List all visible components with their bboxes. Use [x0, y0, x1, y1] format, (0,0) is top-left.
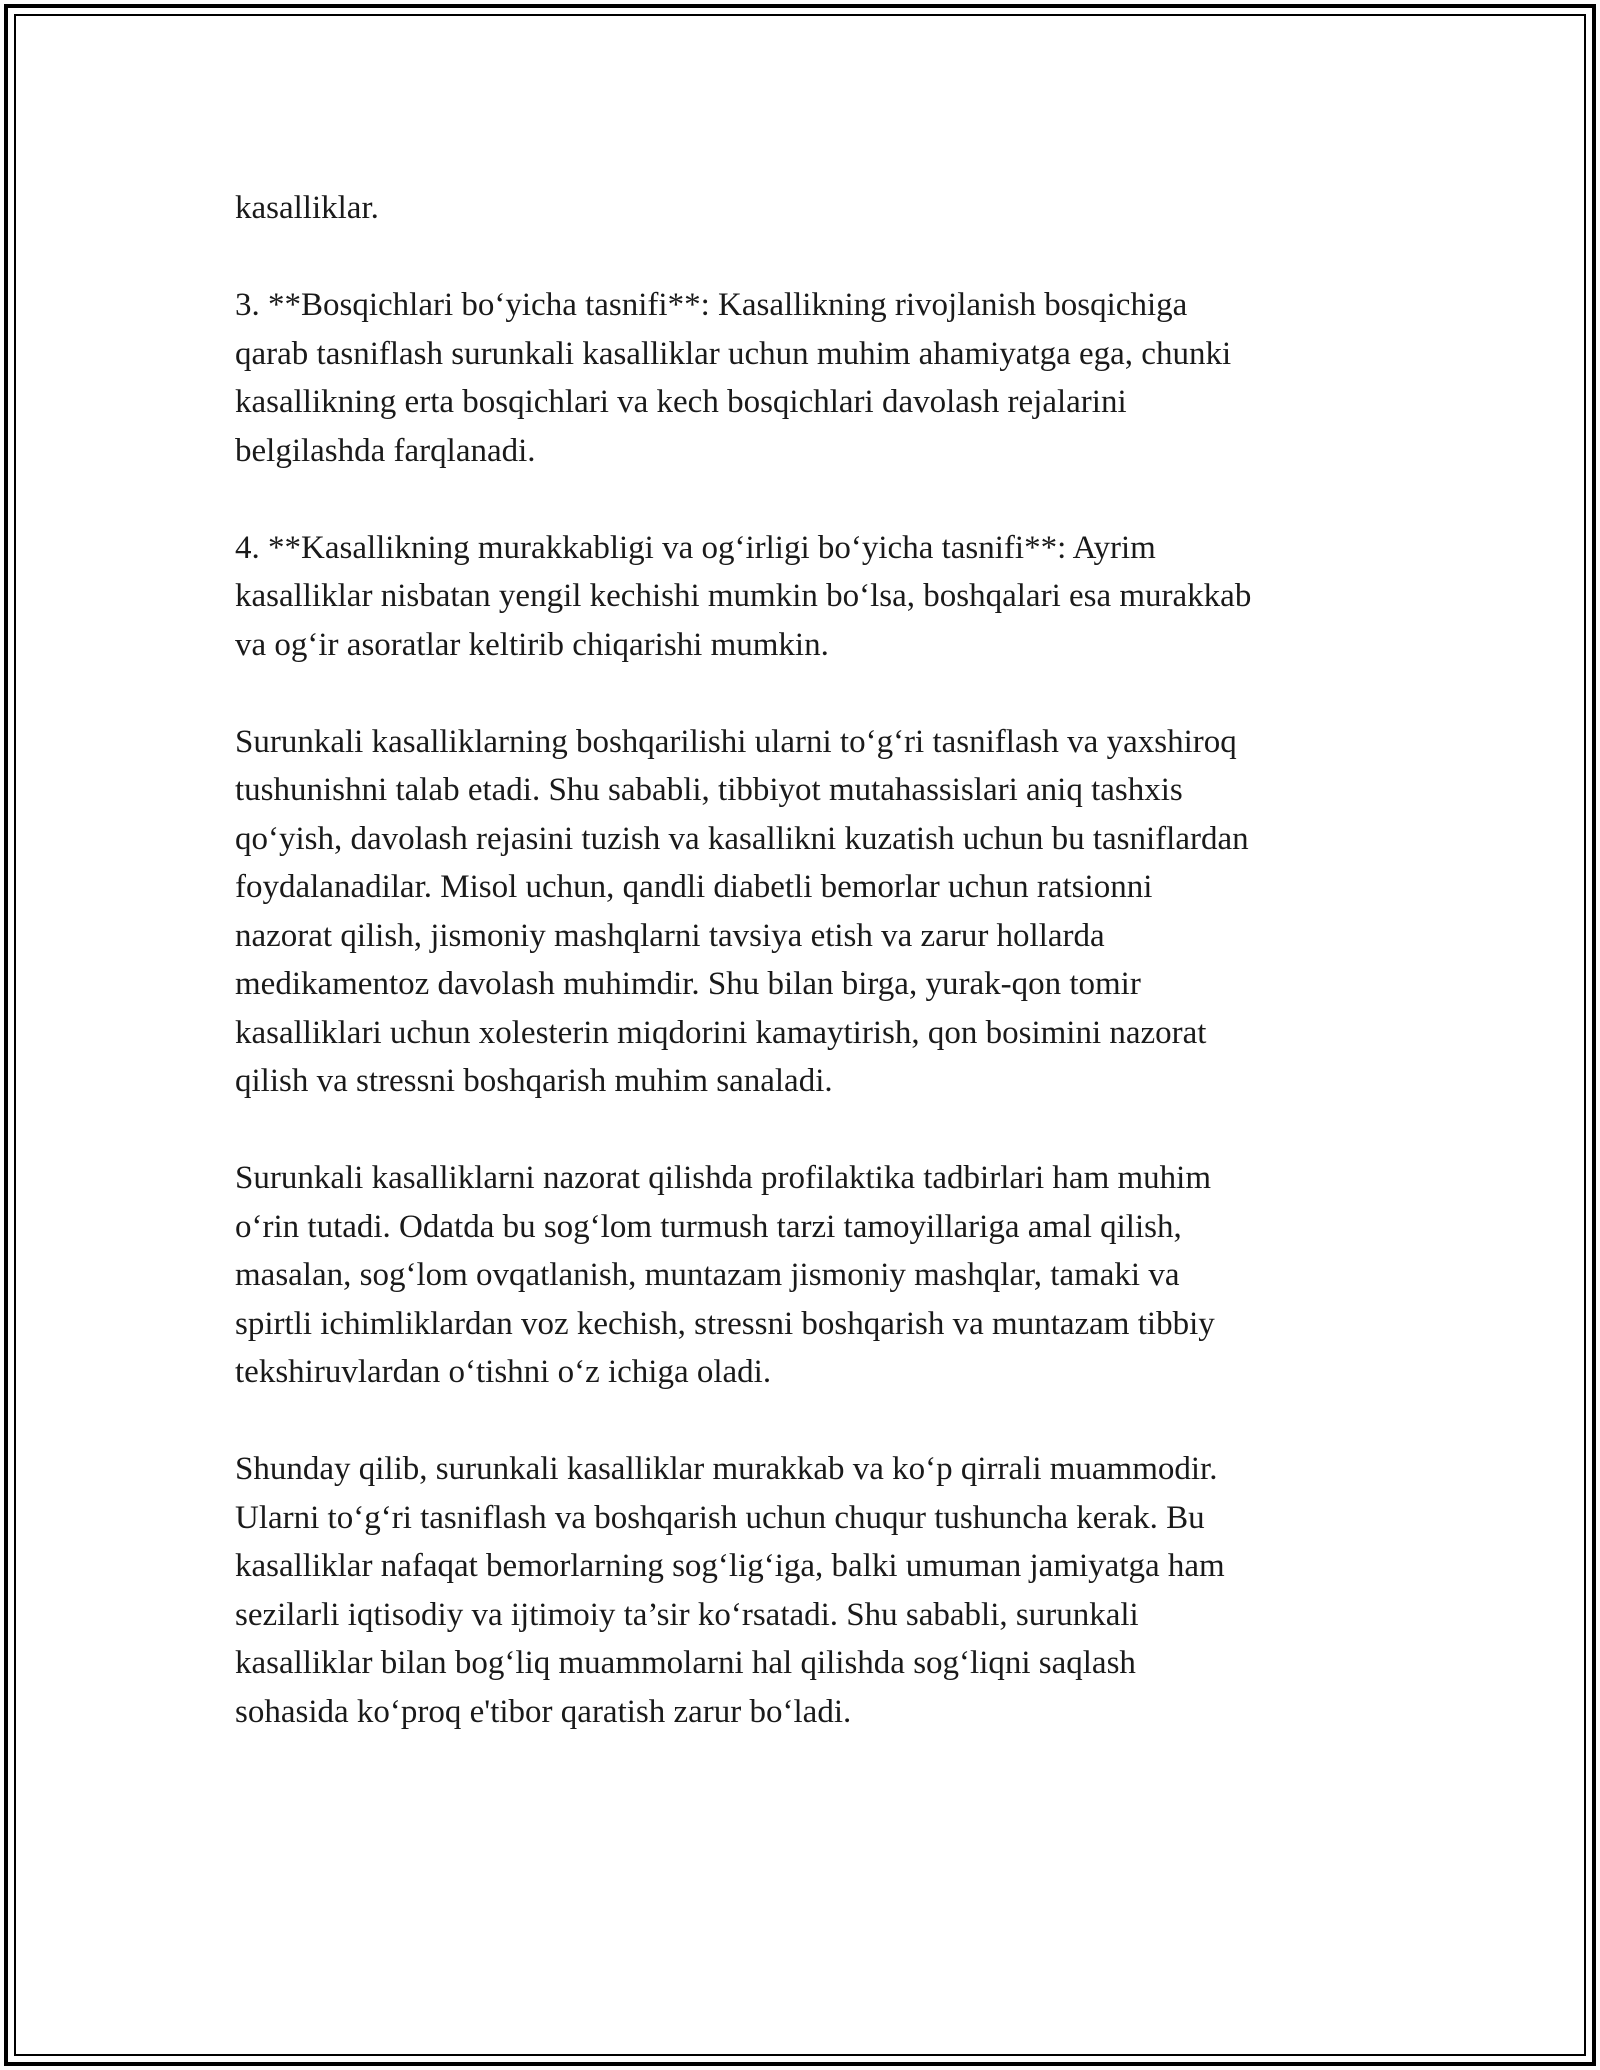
text-line: spirtli ichimliklardan voz kechish, stressni boshqarish va muntazam tibbiy — [235, 1305, 1215, 1342]
text-line: tushunishni talab etadi. Shu sababli, tibbiyot mutahassislari aniq tashxis — [235, 772, 1183, 808]
paragraph-gap — [235, 1397, 1395, 1446]
text-line: o‘rin tutadi. Odatda bu sog‘lom turmush tarzi tamoyillariga amal qilish, — [235, 1208, 1182, 1245]
paragraph-gap — [235, 1106, 1395, 1155]
text-line: Surunkali kasalliklarning boshqarilishi ularni to‘g‘ri tasniflash va yaxshiroq — [235, 723, 1237, 760]
text-line: kasallikning erta bosqichlari va kech bosqichlari davolash rejalarini — [235, 384, 1127, 420]
text-line: Ularni to‘g‘ri tasniflash va boshqarish uchun chuqur tushuncha kerak. Bu — [235, 1499, 1205, 1536]
text-line: sohasida ko‘proq e'tibor qaratish zarur bo‘ladi. — [235, 1693, 852, 1730]
paragraph-gap — [235, 475, 1395, 524]
paragraph-management — [235, 718, 1395, 1106]
text-line: tekshiruvlardan o‘tishni o‘z ichiga oladi. — [235, 1354, 772, 1390]
paragraph-item-4 — [235, 524, 1395, 670]
text-line: kasalliklar nafaqat bemorlarning sog‘lig‘iga, balki umuman jamiyatga ham — [235, 1548, 1225, 1584]
text-line: qilish va stressni boshqarish muhim sanaladi. — [235, 1063, 833, 1099]
text-line: masalan, sog‘lom ovqatlanish, muntazam jismoniy mashqlar, tamaki va — [235, 1257, 1180, 1293]
text-line: foydalanadilar. Misol uchun, qandli diabetli bemorlar uchun ratsionni — [235, 869, 1153, 905]
text-line: qo‘yish, davolash rejasini tuzish va kasallikni kuzatish uchun bu tasniflardan — [235, 820, 1249, 857]
paragraph-item-3 — [235, 281, 1395, 475]
text-line: kasalliklari uchun xolesterin miqdorini kamaytirish, qon bosimini nazorat — [235, 1014, 1207, 1051]
text-line: kasalliklar. — [235, 190, 379, 226]
document-body — [235, 184, 1395, 1736]
text-line: kasalliklar bilan bog‘liq muammolarni hal qilishda sog‘liqni saqlash — [235, 1645, 1136, 1681]
paragraph-gap — [235, 233, 1395, 282]
text-line: va og‘ir asoratlar keltirib chiqarishi mumkin. — [235, 626, 829, 663]
paragraph-gap — [235, 669, 1395, 718]
text-line: nazorat qilish, jismoniy mashqlarni tavsiya etish va zarur hollarda — [235, 917, 1105, 954]
text-line: sezilarli iqtisodiy va ijtimoiy ta’sir ko‘rsatadi. Shu sababli, surunkali — [235, 1596, 1139, 1633]
text-line: Shunday qilib, surunkali kasalliklar murakkab va ko‘p qirrali muammodir. — [235, 1451, 1218, 1487]
text-line: qarab tasniflash surunkali kasalliklar uchun muhim ahamiyatga ega, chunki — [235, 335, 1232, 372]
text-line: kasalliklar nisbatan yengil kechishi mumkin bo‘lsa, boshqalari esa murakkab — [235, 578, 1252, 614]
text-line: belgilashda farqlanadi. — [235, 432, 536, 469]
text-line: 3. **Bosqichlari bo‘yicha tasnifi**: Kasallikning rivojlanish bosqichiga — [235, 287, 1188, 323]
text-line: Surunkali kasalliklarni nazorat qilishda profilaktika tadbirlari ham muhim — [235, 1160, 1211, 1196]
text-line: 4. **Kasallikning murakkabligi va og‘irligi bo‘yicha tasnifi**: Ayrim — [235, 529, 1156, 566]
paragraph-continuation — [235, 184, 1395, 233]
text-line: medikamentoz davolash muhimdir. Shu bilan birga, yurak-qon tomir — [235, 966, 1141, 1002]
paragraph-conclusion — [235, 1445, 1395, 1736]
paragraph-prevention — [235, 1154, 1395, 1397]
